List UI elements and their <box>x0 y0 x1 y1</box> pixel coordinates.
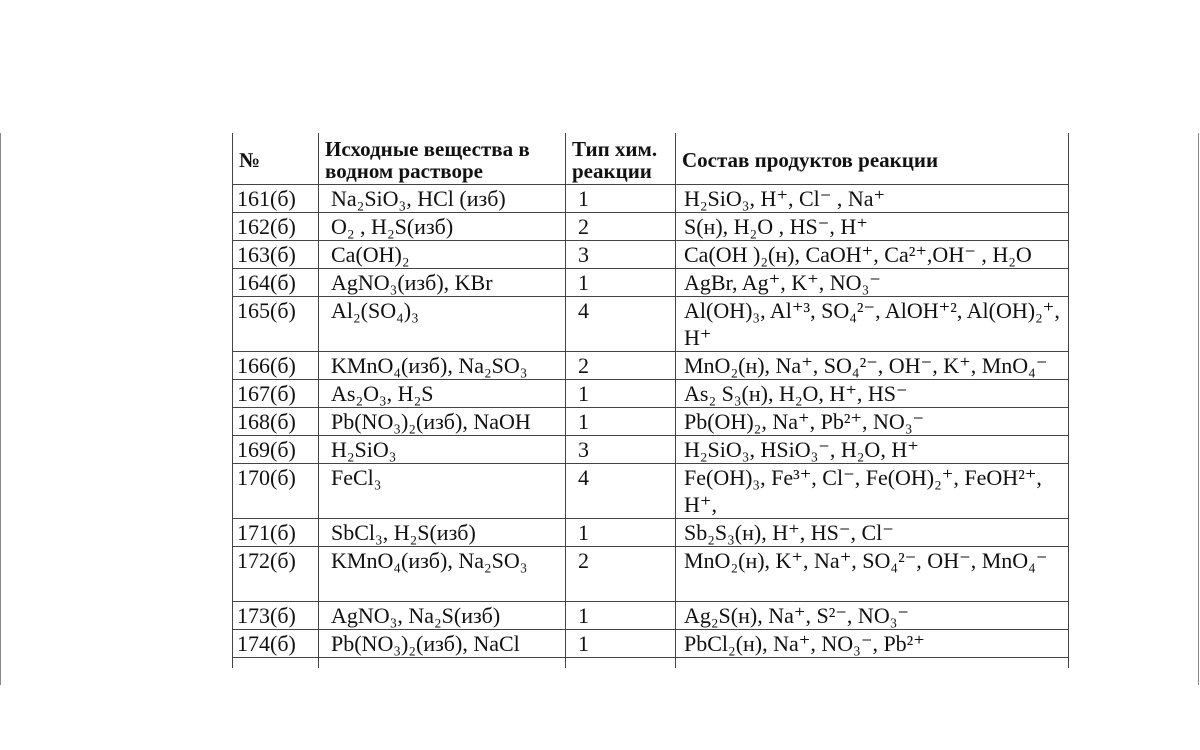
table-row <box>233 352 1069 380</box>
products-cell: Pb(OH)₂, Na⁺, Pb²⁺, NO₃⁻ <box>676 408 1069 436</box>
reaction-type-cell: 1 <box>566 630 676 658</box>
table-row <box>233 297 1069 352</box>
cell <box>319 658 566 669</box>
products-cell: Fe(OH)₃, Fe³⁺, Cl⁻, Fe(OH)₂⁺, FeOH²⁺, H⁺, <box>676 464 1069 519</box>
page-left-edge <box>0 133 1 685</box>
products-cell: S(н), H₂O , HS⁻, H⁺ <box>676 213 1069 241</box>
products-cell: Al(OH)₃, Al⁺³, SO₄²⁻, AlOH⁺², Al(OH)₂⁺, H⁺ <box>676 297 1069 352</box>
table-row <box>233 380 1069 408</box>
row-number: 171(б) <box>233 519 319 547</box>
cell <box>566 658 676 669</box>
table-row <box>233 436 1069 464</box>
table-row <box>233 213 1069 241</box>
table-row <box>233 630 1069 658</box>
row-number: 174(б) <box>233 630 319 658</box>
row-number: 163(б) <box>233 241 319 269</box>
page-right-edge <box>1198 133 1199 685</box>
row-number: 165(б) <box>233 297 319 352</box>
cell <box>676 658 1069 669</box>
row-number: 167(б) <box>233 380 319 408</box>
reaction-type-cell: 2 <box>566 352 676 380</box>
reactants-cell: Ca(OH)₂ <box>319 241 566 269</box>
reaction-type-cell: 2 <box>566 213 676 241</box>
reaction-type-cell: 1 <box>566 408 676 436</box>
row-number: 168(б) <box>233 408 319 436</box>
reactants-cell: AgNO₃, Na₂S(изб) <box>319 602 566 630</box>
reaction-type-cell: 3 <box>566 241 676 269</box>
table-row <box>233 241 1069 269</box>
row-number: 164(б) <box>233 269 319 297</box>
reactants-cell: Na₂SiO₃, HCl (изб) <box>319 185 566 213</box>
table-row <box>233 602 1069 630</box>
reactants-cell: As₂O₃, H₂S <box>319 380 566 408</box>
header-reactants: Исходные вещества в водном растворе <box>319 133 566 185</box>
reactions-table <box>232 133 1069 668</box>
reaction-type-cell: 4 <box>566 464 676 519</box>
reactants-cell: H₂SiO₃ <box>319 436 566 464</box>
header-products: Состав продуктов реакции <box>676 133 1069 185</box>
row-number: 170(б) <box>233 464 319 519</box>
table-row <box>233 519 1069 547</box>
reaction-type-cell: 2 <box>566 547 676 602</box>
products-cell: MnO₂(н), Na⁺, SO₄²⁻, OH⁻, K⁺, MnO₄⁻ <box>676 352 1069 380</box>
products-cell: Sb₂S₃(н), H⁺, HS⁻, Cl⁻ <box>676 519 1069 547</box>
products-cell: PbCl₂(н), Na⁺, NO₃⁻, Pb²⁺ <box>676 630 1069 658</box>
reaction-type-cell: 1 <box>566 269 676 297</box>
reaction-type-cell: 3 <box>566 436 676 464</box>
table-row-partial <box>233 658 1069 669</box>
row-number: 162(б) <box>233 213 319 241</box>
reactants-cell: O₂ , H₂S(изб) <box>319 213 566 241</box>
reaction-type-cell: 4 <box>566 297 676 352</box>
row-number: 161(б) <box>233 185 319 213</box>
header-number: № <box>233 133 319 185</box>
row-number: 169(б) <box>233 436 319 464</box>
products-cell: AgBr, Ag⁺, K⁺, NO₃⁻ <box>676 269 1069 297</box>
table-row <box>233 185 1069 213</box>
reactants-cell: Pb(NO₃)₂(изб), NaOH <box>319 408 566 436</box>
table-row <box>233 547 1069 602</box>
products-cell: As₂ S₃(н), H₂O, H⁺, HS⁻ <box>676 380 1069 408</box>
products-cell: H₂SiO₃, H⁺, Cl⁻ , Na⁺ <box>676 185 1069 213</box>
products-cell: MnO₂(н), K⁺, Na⁺, SO₄²⁻, OH⁻, MnO₄⁻ <box>676 547 1069 602</box>
reactants-cell: FeCl₃ <box>319 464 566 519</box>
reaction-type-cell: 1 <box>566 602 676 630</box>
reactants-cell: Al₂(SO₄)₃ <box>319 297 566 352</box>
reaction-type-cell: 1 <box>566 185 676 213</box>
reactants-cell: KMnO₄(изб), Na₂SO₃ <box>319 547 566 602</box>
row-number: 173(б) <box>233 602 319 630</box>
table-row <box>233 408 1069 436</box>
table-row <box>233 464 1069 519</box>
reaction-type-cell: 1 <box>566 380 676 408</box>
reactants-cell: SbCl₃, H₂S(изб) <box>319 519 566 547</box>
products-cell: Ag₂S(н), Na⁺, S²⁻, NO₃⁻ <box>676 602 1069 630</box>
reactants-cell: KMnO₄(изб), Na₂SO₃ <box>319 352 566 380</box>
table-row <box>233 269 1069 297</box>
header-reaction-type: Тип хим. реакции <box>566 133 676 185</box>
products-cell: H₂SiO₃, HSiO₃⁻, H₂O, H⁺ <box>676 436 1069 464</box>
reactants-cell: AgNO₃(изб), KBr <box>319 269 566 297</box>
reaction-type-cell: 1 <box>566 519 676 547</box>
reactants-cell: Pb(NO₃)₂(изб), NaCl <box>319 630 566 658</box>
products-cell: Ca(OH )₂(н), CaOH⁺, Ca²⁺,OH⁻ , H₂O <box>676 241 1069 269</box>
row-number: 172(б) <box>233 547 319 602</box>
cell <box>233 658 319 669</box>
row-number: 166(б) <box>233 352 319 380</box>
table-header-row <box>233 133 1069 185</box>
